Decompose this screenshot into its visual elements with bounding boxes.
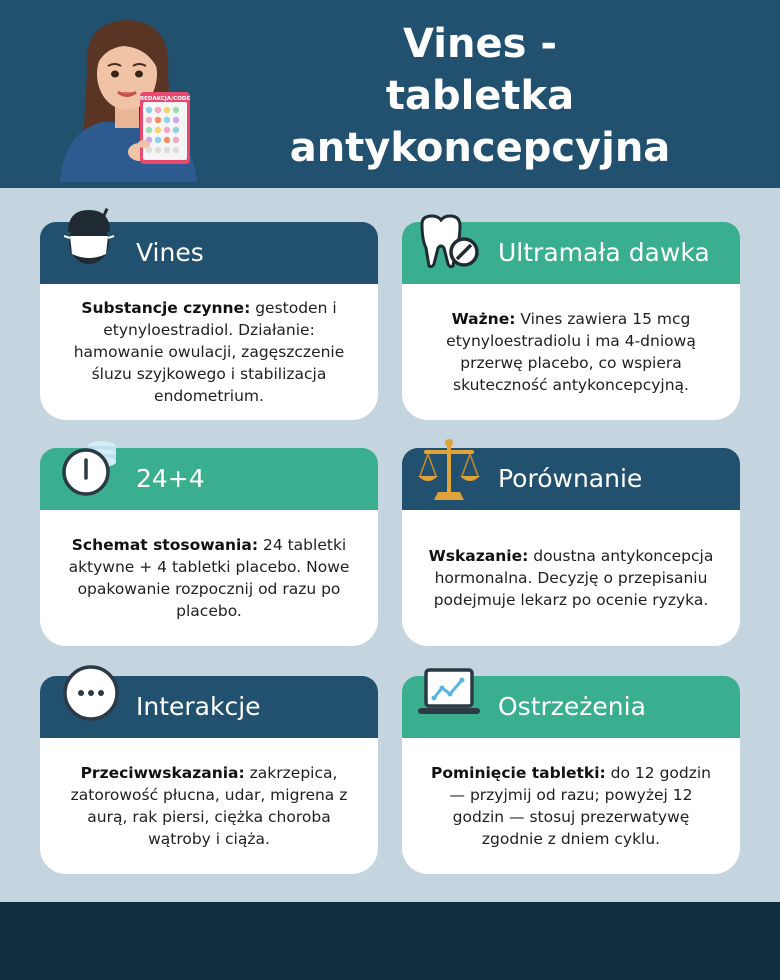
card-text <box>62 297 356 407</box>
card-text-rest: Vines zawiera 15 mcg etynyloestradiolu i ma 4-dniową przerwę placebo, co wspiera skuteczność antykoncepcyjną. <box>446 310 696 394</box>
tooth-no-icon <box>416 214 482 270</box>
header-banner <box>0 0 780 188</box>
card-warnings <box>402 676 740 874</box>
card-interactions <box>40 676 378 874</box>
card-text <box>62 762 356 850</box>
card-heading: Interakcje <box>136 692 261 721</box>
title-line-1: Vines - <box>403 21 557 67</box>
card-text-rest: doustna antykoncepcja hormonalna. Decyzję o przepisaniu podejmuje lekarz po ocenie ryzyka. <box>433 547 714 609</box>
card-comparison <box>402 448 740 646</box>
card-text-bold: Ważne: <box>451 310 516 328</box>
card-heading: Porównanie <box>498 464 643 493</box>
card-text <box>62 534 356 622</box>
card-text-bold: Schemat stosowania: <box>71 536 259 554</box>
title-line-3: antykoncepcyjna <box>289 125 671 171</box>
doctor-mask-icon <box>62 208 116 274</box>
card-heading: 24+4 <box>136 464 205 493</box>
card-text-bold: Substancje czynne: <box>81 299 251 317</box>
card-vines <box>40 222 378 420</box>
card-body <box>40 284 378 420</box>
card-text <box>424 545 718 611</box>
card-text-rest: 24 tabletki aktywne + 4 tabletki placebo. Nowe opakowanie rozpocznij od razu po placebo. <box>68 536 350 620</box>
laptop-chart-icon <box>418 668 480 718</box>
card-text-bold: Wskazanie: <box>428 547 529 565</box>
page-title <box>250 18 710 174</box>
card-text-bold: Przeciwwskazania: <box>80 764 245 782</box>
footer-bar <box>0 902 780 980</box>
woman-holding-pill-pack-illustration <box>52 12 202 182</box>
card-heading: Ostrzeżenia <box>498 692 646 721</box>
card-heading: Ultramała dawka <box>498 238 710 267</box>
card-text <box>424 762 718 850</box>
card-text-rest: zakrzepica, zatorowość płucna, udar, migrena z aurą, rak piersi, ciężka choroba wątroby i ciąża. <box>70 764 348 848</box>
card-text-rest: do 12 godzin — przyjmij od razu; powyżej 12 godzin — stosuj prezerwatywę zgodnie z dniem cyklu. <box>449 764 712 848</box>
card-24-4 <box>40 448 378 646</box>
card-ultralow-dose <box>402 222 740 420</box>
scales-icon <box>418 438 480 502</box>
pill-pack-label: REDAKCJA/CODE <box>139 96 191 102</box>
card-text <box>424 308 718 396</box>
card-text-bold: Pominięcie tabletki: <box>430 764 606 782</box>
clock-coins-icon <box>60 440 124 500</box>
title-line-2: tabletka <box>385 73 575 119</box>
card-body <box>40 738 378 874</box>
card-body <box>402 284 740 420</box>
chat-dots-icon <box>62 664 120 722</box>
card-body <box>402 510 740 646</box>
card-heading: Vines <box>136 238 204 267</box>
card-text-rest: gestoden i etynyloestradiol. Działanie: hamowanie owulacji, zagęszczenie śluzu szyjkowego i stabilizacja endometrium. <box>73 299 345 405</box>
card-body <box>402 738 740 874</box>
card-body <box>40 510 378 646</box>
